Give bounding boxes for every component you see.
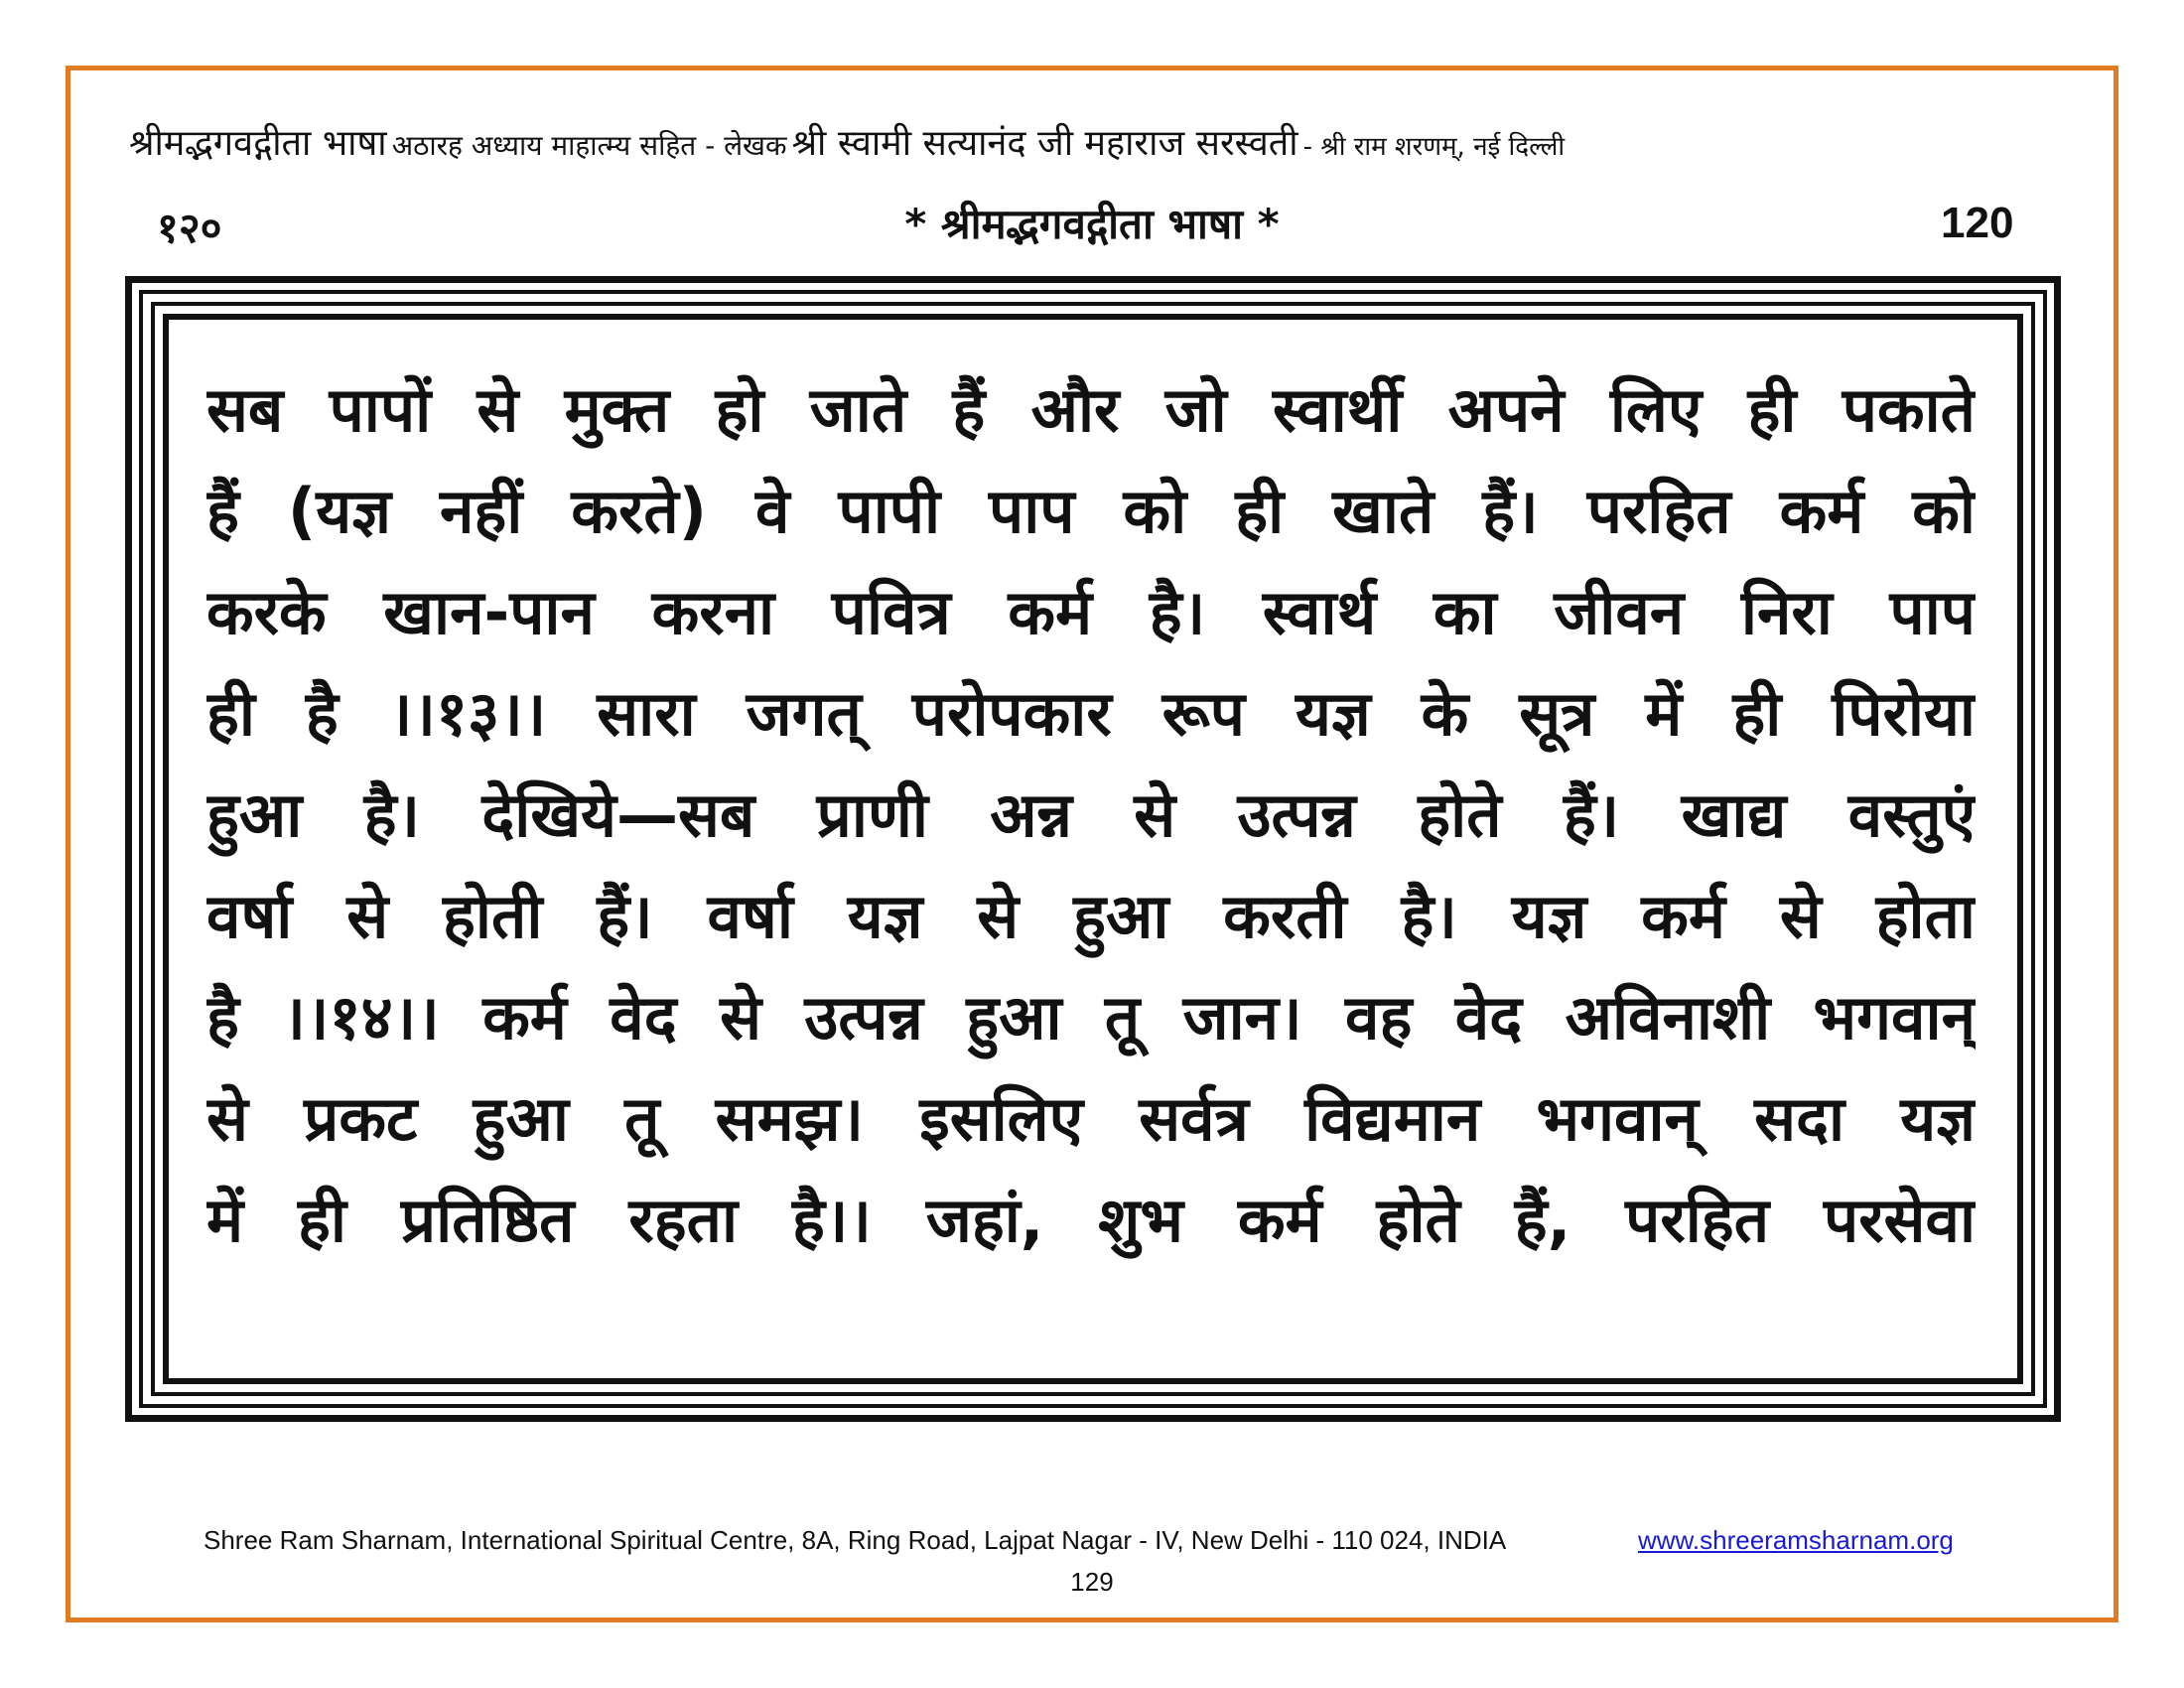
text-line: में ही प्रतिष्ठित रहता है।। जहां, शुभ कर्म होते हैं, परहित परसेवा — [206, 1184, 1976, 1256]
header-author: श्री स्वामी सत्यानंद जी महाराज सरस्वती — [791, 123, 1298, 164]
text-line: है ।।१४।। कर्म वेद से उत्पन्न हुआ तू जान। वह वेद अविनाशी भगवान् — [206, 981, 1976, 1054]
header-title: श्रीमद्भगवद्गीता भाषा — [129, 123, 387, 164]
page-number-devanagari: १२० — [157, 204, 222, 252]
page-running-title: * श्रीमद्भगवद्गीता भाषा * — [904, 200, 1280, 248]
text-line: ही है ।।१३।। सारा जगत् परोपकार रूप यज्ञ के सूत्र में ही पिरोया — [206, 677, 1976, 750]
page-number-latin: 120 — [1941, 199, 2014, 247]
header-subtitle: अठारह अध्याय माहात्म्य सहित - लेखक — [391, 129, 787, 162]
text-line: हुआ है। देखिये—सब प्राणी अन्न से उत्पन्न होते हैं। खाद्य वस्तुएं — [206, 778, 1976, 851]
text-line: सब पापों से मुक्त हो जाते हैं और जो स्वार्थी अपने लिए ही पकाते — [206, 373, 1976, 446]
text-line: हैं (यज्ञ नहीं करते) वे पापी पाप को ही खाते हैं। परहित कर्म को — [206, 475, 1976, 547]
footer-page-number: 129 — [1070, 1567, 1114, 1597]
header — [129, 117, 2065, 166]
header-publisher: - श्री राम शरणम्, नई दिल्ली — [1302, 132, 1566, 162]
website-link[interactable]: www.shreeramsharnam.org — [1638, 1525, 1954, 1555]
text-line: से प्रकट हुआ तू समझ। इसलिए सर्वत्र विद्यमान भगवान् सदा यज्ञ — [206, 1082, 1976, 1155]
scripture-text — [206, 359, 1976, 1271]
footer-address: Shree Ram Sharnam, International Spiritual Centre, 8A, Ring Road, Lajpat Nagar - IV, New Delhi - 110 024, INDIA — [204, 1525, 1507, 1555]
text-line: करके खान-पान करना पवित्र कर्म है। स्वार्थ का जीवन निरा पाप — [206, 576, 1976, 648]
text-line: वर्षा से होती हैं। वर्षा यज्ञ से हुआ करती है। यज्ञ कर्म से होता — [206, 880, 1976, 952]
